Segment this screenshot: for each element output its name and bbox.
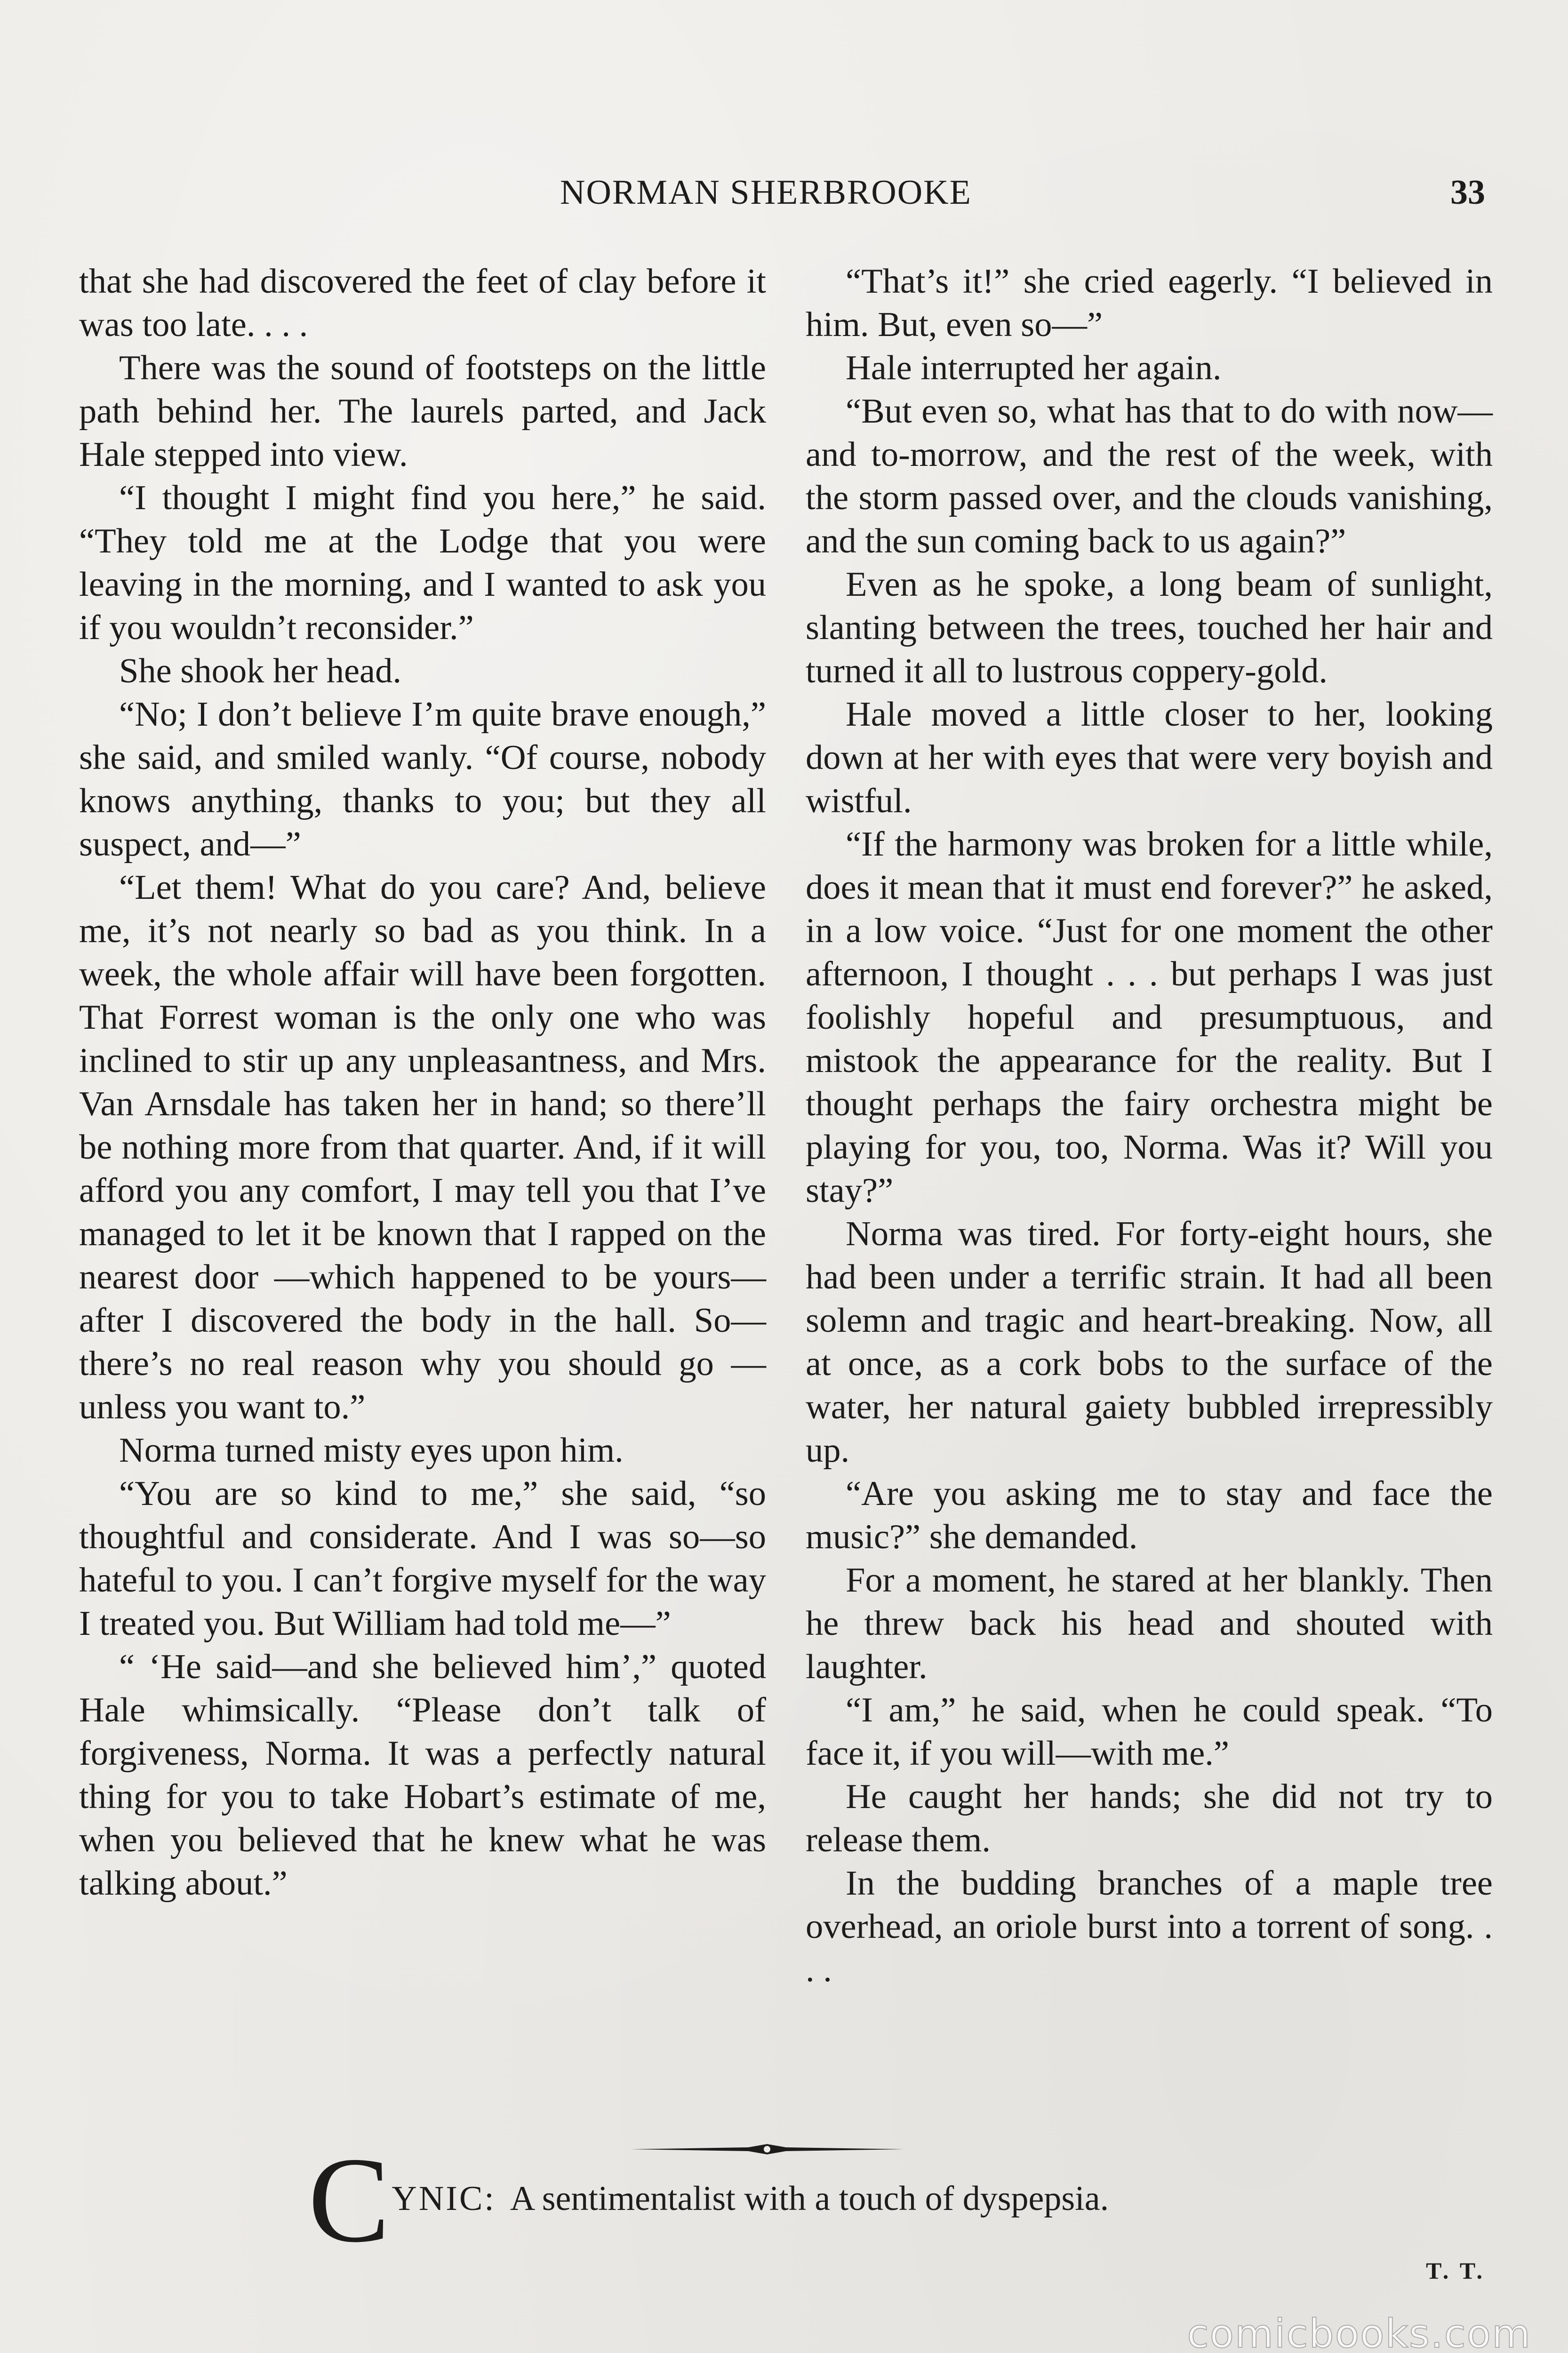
paragraph: “Are you asking me to stay and face the music?” she demanded. [806,1474,1493,1556]
running-title: NORMAN SHERBROOKE [560,173,972,212]
paragraph: There was the sound of footsteps on the little path behind her. The laurels parted, and Jack Hale stepped into view. [79,349,766,474]
paragraph: “I am,” he said, when he could speak. “To face it, if you will—with me.” [806,1691,1493,1773]
paragraph: For a moment, he stared at her blankly. Then he threw back his head and shouted with laughter. [806,1561,1493,1686]
paragraph: He caught her hands; she did not try to release them. [806,1777,1493,1859]
paragraph: “But even so, what has that to do with now—and to-morrow, and the rest of the week, with the storm passed over, and the clouds vanishing, and the sun coming back to us again?” [806,392,1493,560]
paragraph: Hale interrupted her again. [846,349,1222,387]
paragraph: Norma turned misty eyes upon him. [119,1431,624,1470]
paragraph: In the budding branches of a maple tree overhead, an oriole burst into a torrent of song. . . . [806,1864,1493,1989]
paragraph: Even as he spoke, a long beam of sunlight, slanting between the trees, touched her hair and turned it all to lustrous coppery-gold. [806,565,1493,690]
paragraph: She shook her head. [119,652,402,690]
page-number: 33 [1450,173,1485,212]
paragraph: “You are so kind to me,” she said, “so thoughtful and considerate. And I was so—so hateful to you. I can’t forgive myself for the way I treated you. But William had told me—” [79,1474,766,1643]
paragraph: Hale moved a little closer to her, looking down at her with eyes that were very boyish and wistful. [806,695,1493,820]
author-initials: T. T. [1426,2257,1485,2284]
paragraph: that she had discovered the feet of clay before it was too late. . . . [79,262,766,344]
paragraph: “ ‘He said—and she believed him’,” quoted Hale whimsically. “Please don’t talk of forgiveness, Norma. It was a perfectly natural thing for you to take Hobart’s estimate of me, when you believed that he knew what he was talking about.” [79,1648,766,1903]
paragraph: Norma was tired. For forty-eight hours, she had been under a terrific strain. It had all been solemn and tragic and heart-breaking. Now, all at once, as a cork bobs to the surface of the water, her natural gaiety bubbled irrepressibly up. [806,1215,1493,1470]
paragraph: “If the harmony was broken for a little while, does it mean that it must end forever?” he asked, in a low voice. “Just for one moment the other afternoon, I thought . . . but perhaps I was just foolishly hopeful and presumptuous, and mistook the appearance for the reality. But I thought perhaps the fairy orchestra might be playing for you, too, Norma. Was it? Will you stay?” [806,825,1493,1210]
drop-cap: C [308,2132,390,2268]
epigram-definition: A sentimentalist with a touch of dyspepsia. [510,2179,1109,2218]
epigram [308,2132,1109,2268]
paragraph: “Let them! What do you care? And, believe me, it’s not nearly so bad as you think. In a week, the whole affair will have been forgotten. That Forrest woman is the only one who was inclined to stir up any unpleasantness, and Mrs. Van Arnsdale has taken her in hand; so there’ll be nothing more from that quarter. And, if it will afford you any comfort, I may tell you that I’ve managed to let it be known that I rapped on the nearest door —which happened to be yours—after I discovered the body in the hall. So—there’s no real reason why you should go —unless you want to.” [79,868,766,1426]
paragraph: “No; I don’t believe I’m quite brave enough,” she said, and smiled wanly. “Of course, nobody knows anything, thanks to you; but they all suspect, and—” [79,695,766,864]
paragraph: “That’s it!” she cried eagerly. “I believed in him. But, even so—” [806,262,1493,344]
watermark: comicbooks.com [1187,2311,1531,2353]
right-column [806,260,1493,1992]
paragraph: “I thought I might find you here,” he said. “They told me at the Lodge that you were leaving in the morning, and I wanted to ask you if you wouldn’t reconsider.” [79,479,766,647]
epigram-word: YNIC: [392,2179,496,2218]
left-column [79,260,766,1905]
